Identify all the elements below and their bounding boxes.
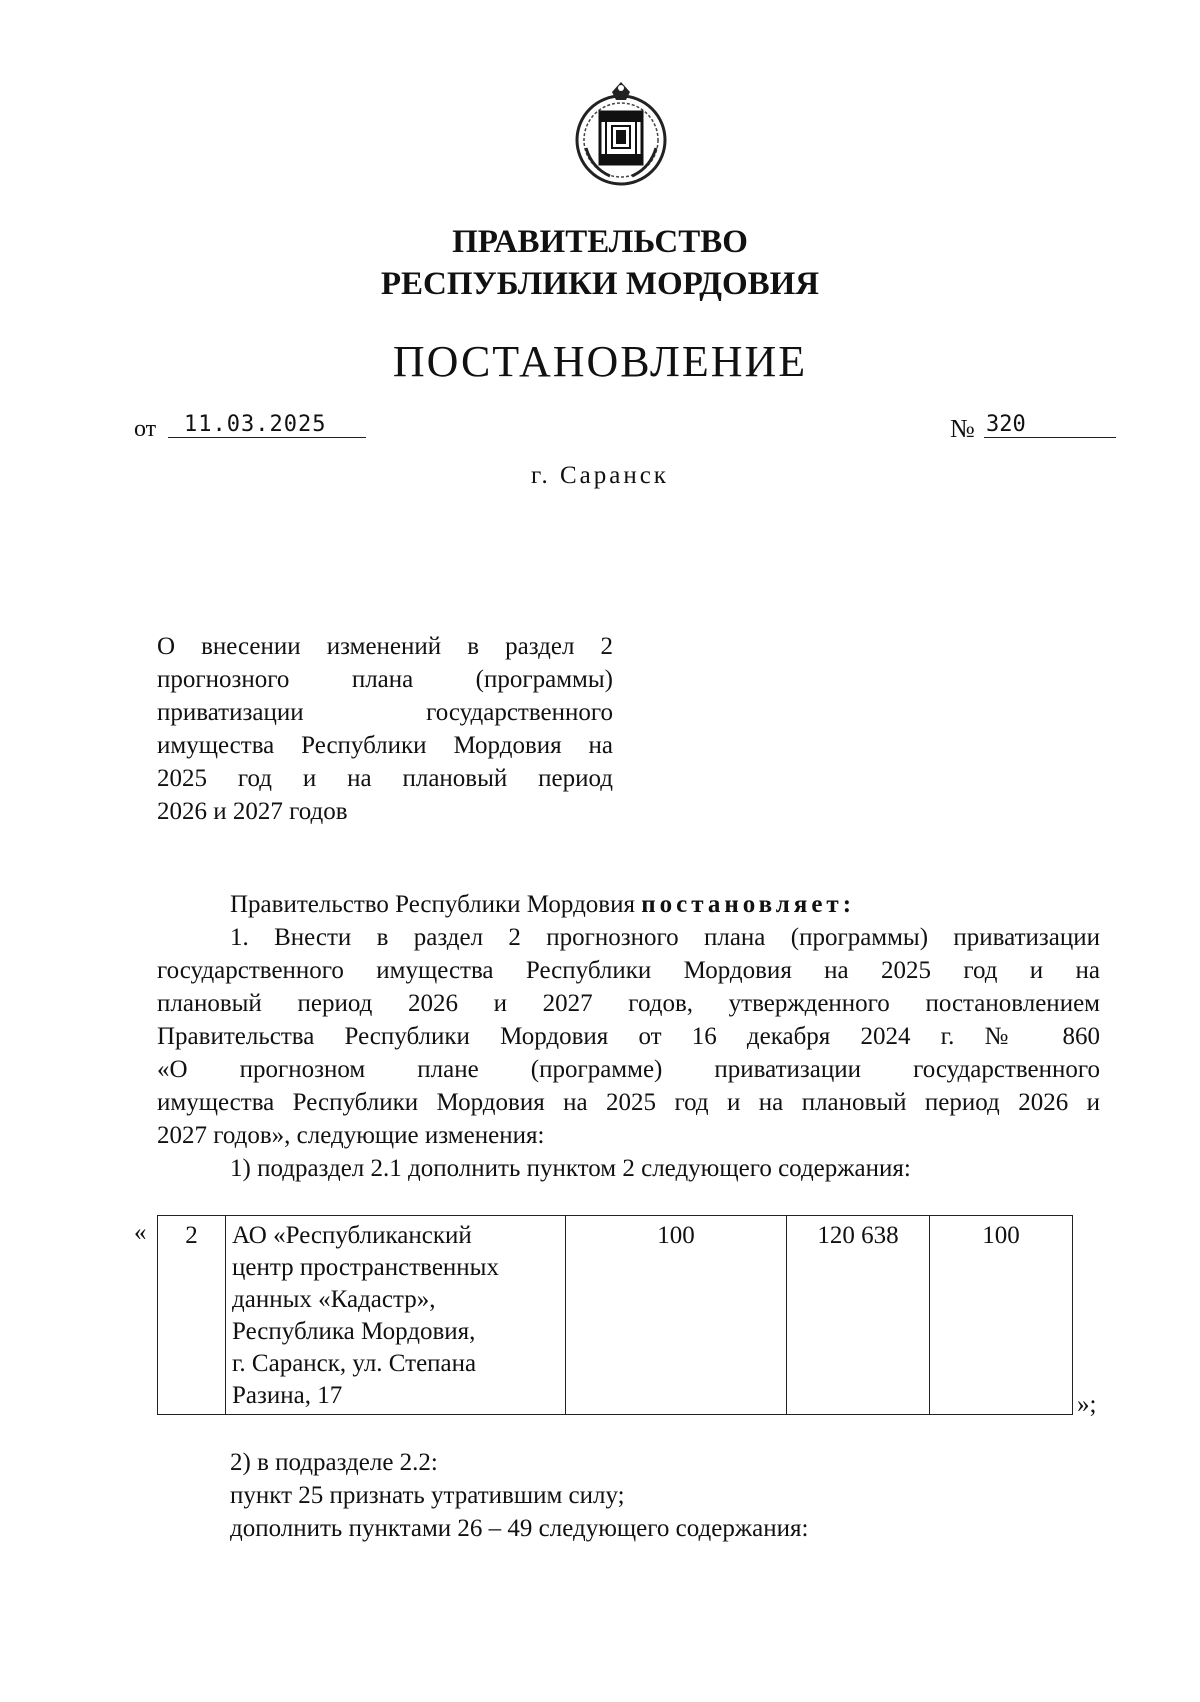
cell-name-line: Республика Мордовия,	[232, 1318, 476, 1345]
coat-of-arms-emblem	[572, 78, 670, 190]
city: г. Саранск	[531, 462, 669, 489]
paragraph-line: 2027 годов», следующие изменения:	[157, 1122, 545, 1149]
title-line: имущества Республики Мордовия на	[157, 732, 613, 759]
table-row	[158, 1216, 1073, 1415]
cell-name-line: АО «Республиканский	[232, 1222, 472, 1249]
title-line: прогнозного плана (программы)	[157, 666, 613, 693]
quote-open: «	[134, 1219, 147, 1246]
document-title	[157, 630, 613, 828]
preamble	[157, 888, 1100, 921]
cell-name-line: данных «Кадастр»,	[232, 1286, 436, 1313]
number-label: №	[950, 414, 975, 443]
document-number: 320	[986, 412, 1026, 437]
document-date: 11.03.2025	[184, 412, 327, 437]
org-name-line2: РЕСПУБЛИКИ МОРДОВИЯ	[380, 266, 820, 302]
paragraph-line: государственного имущества Республики Мордовия на 2025 год и на	[157, 957, 1100, 984]
quote-close: »;	[1077, 1391, 1097, 1418]
paragraph-line: плановый период 2026 и 2027 годов, утвержденного постановлением	[157, 990, 1100, 1017]
number-underline	[984, 437, 1116, 438]
cell-number: 2	[158, 1216, 226, 1415]
date-label: от	[134, 416, 157, 442]
item-2-line: 2) в подразделе 2.2:	[230, 1449, 438, 1476]
title-line: О внесении изменений в раздел 2	[157, 633, 613, 660]
document-type: ПОСТАНОВЛЕНИЕ	[392, 337, 808, 386]
cell-name-line: г. Саранск, ул. Степана	[232, 1350, 477, 1377]
item-2-block	[157, 1446, 1100, 1545]
org-name-line1: ПРАВИТЕЛЬСТВО	[452, 224, 748, 260]
cell-name	[226, 1216, 566, 1415]
paragraph-line: 1. Внести в раздел 2 прогнозного плана (программы) приватизации	[230, 924, 1100, 951]
item-2-line: дополнить пунктами 26 – 49 следующего содержания:	[230, 1515, 809, 1542]
paragraph-line: «О прогнозном плане (программе) приватизации государственного	[157, 1056, 1100, 1083]
body-paragraphs	[157, 888, 1100, 1185]
title-line: 2026 и 2027 годов	[157, 798, 348, 825]
item-1: 1) подраздел 2.1 дополнить пунктом 2 следующего содержания:	[230, 1155, 911, 1182]
insert-table	[157, 1215, 1073, 1415]
cell-share: 100	[566, 1216, 787, 1415]
title-line: приватизации государственного	[157, 699, 613, 726]
item-2-line: пункт 25 признать утратившим силу;	[230, 1482, 625, 1509]
date-underline	[168, 437, 366, 438]
preamble-resolves: постановляет:	[641, 891, 856, 918]
preamble-text: Правительство Республики Мордовия	[230, 891, 635, 918]
paragraph-line: имущества Республики Мордовия на 2025 год и на плановый период 2026 и	[157, 1089, 1100, 1116]
paragraph-line: Правительства Республики Мордовия от 16 декабря 2024 г. № 860	[157, 1023, 1100, 1050]
cell-name-line: Разина, 17	[232, 1382, 343, 1409]
cell-percent: 100	[930, 1216, 1073, 1415]
title-line: 2025 год и на плановый период	[157, 765, 613, 792]
cell-shares-count: 120 638	[787, 1216, 930, 1415]
cell-name-line: центр пространственных	[232, 1254, 499, 1281]
